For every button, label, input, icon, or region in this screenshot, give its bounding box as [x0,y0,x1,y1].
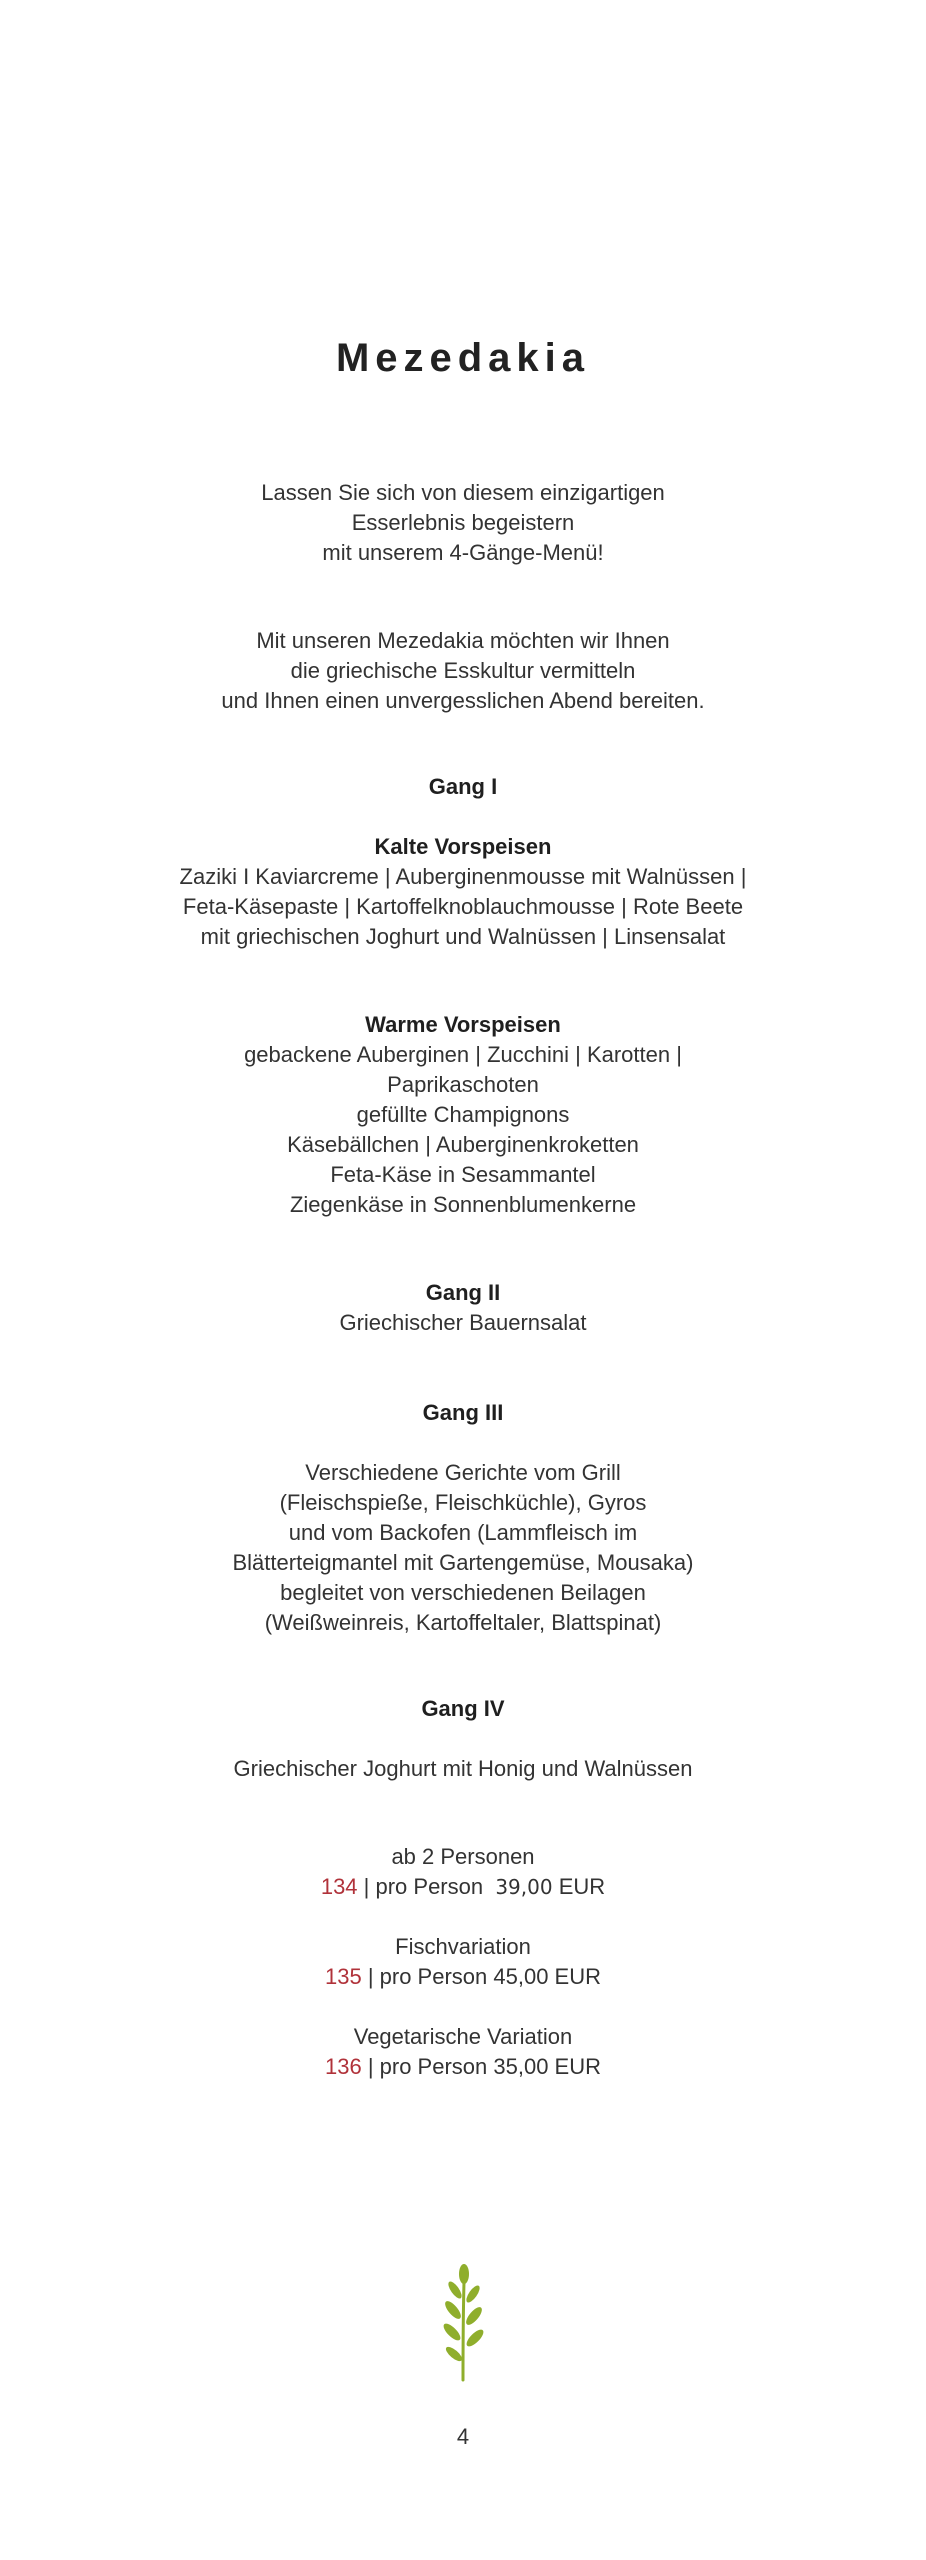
dish-line: und vom Backofen (Lammfleisch im [288,1520,638,1545]
dish-line: Zaziki I Kaviarcreme | Auberginenmousse mit Walnüssen | [179,864,747,889]
price-text: | pro Person 35,00 EUR [361,2054,601,2079]
dish-line: Paprikaschoten [387,1072,539,1097]
gang-3-section [0,1398,926,1428]
price-text: | pro Person 45,00 EUR [361,1964,601,1989]
dish-line: Griechischer Joghurt mit Honig und Walnüssen [233,1756,693,1781]
dish-line: begleitet von verschiedenen Beilagen [280,1580,646,1605]
intro-text [0,478,926,568]
gang-4-heading: Gang IV [421,1696,505,1721]
gang-3-dishes [0,1458,926,1638]
price-option-2 [0,1932,926,1992]
gang-4-dishes [0,1754,926,1784]
gang-2-section [0,1278,926,1338]
dish-line: gefüllte Champignons [356,1102,570,1127]
gang-3-heading: Gang III [422,1400,504,1425]
intro-line: Esserlebnis begeistern [351,510,575,535]
intro-text-2 [0,626,926,716]
page-number: 4 [456,2424,470,2449]
dish-line: mit griechischen Joghurt und Walnüssen | Linsensalat [200,924,726,949]
price-line [0,1872,926,1902]
dish-line: Blätterteigmantel mit Gartengemüse, Mousaka) [232,1550,694,1575]
price-line [0,1962,926,1992]
price-line [0,2052,926,2082]
price-option-3 [0,2022,926,2082]
menu-number: 136 [324,2054,362,2079]
dish-line: (Fleischspieße, Fleischküchle), Gyros [279,1490,647,1515]
kalte-vorspeisen-section [0,832,926,952]
gang-1-section [0,772,926,802]
dish-line: Griechischer Bauernsalat [339,1310,587,1335]
price-amount: 39,00 [495,1875,553,1899]
olive-branch-icon [433,2262,493,2382]
gang-1-heading: Gang I [428,774,498,799]
intro-line: mit unserem 4-Gänge-Menü! [322,540,604,565]
dish-line: Verschiedene Gerichte vom Grill [305,1460,621,1485]
intro-line: und Ihnen einen unvergesslichen Abend bereiten. [221,688,705,713]
price-label: Vegetarische Variation [353,2024,573,2049]
intro-line: Mit unseren Mezedakia möchten wir Ihnen [256,628,670,653]
dish-line: (Weißweinreis, Kartoffeltaler, Blattspinat) [264,1610,662,1635]
intro-line: Lassen Sie sich von diesem einzigartigen [261,480,665,505]
dish-line: gebackene Auberginen | Zucchini | Karotten | [244,1042,682,1067]
price-text: | pro Person [357,1874,496,1899]
warme-vorspeisen-heading: Warme Vorspeisen [365,1012,561,1037]
gang-2-heading: Gang II [425,1280,501,1305]
price-label: ab 2 Personen [391,1844,535,1869]
page-title: Mezedakia [335,336,591,380]
price-label: Fischvariation [395,1934,531,1959]
warme-vorspeisen-section [0,1010,926,1220]
dish-line: Käsebällchen | Auberginenkroketten [287,1132,639,1157]
dish-line: Ziegenkäse in Sonnenblumenkerne [289,1192,637,1217]
menu-number: 135 [324,1964,362,1989]
gang-4-section [0,1694,926,1724]
price-currency: EUR [552,1874,606,1899]
dish-line: Feta-Käse in Sesammantel [330,1162,596,1187]
menu-number: 134 [320,1874,358,1899]
kalte-vorspeisen-heading: Kalte Vorspeisen [374,834,552,859]
intro-line: die griechische Esskultur vermitteln [290,658,636,683]
price-option-1 [0,1842,926,1902]
dish-line: Feta-Käsepaste | Kartoffelknoblauchmousse | Rote Beete [182,894,744,919]
